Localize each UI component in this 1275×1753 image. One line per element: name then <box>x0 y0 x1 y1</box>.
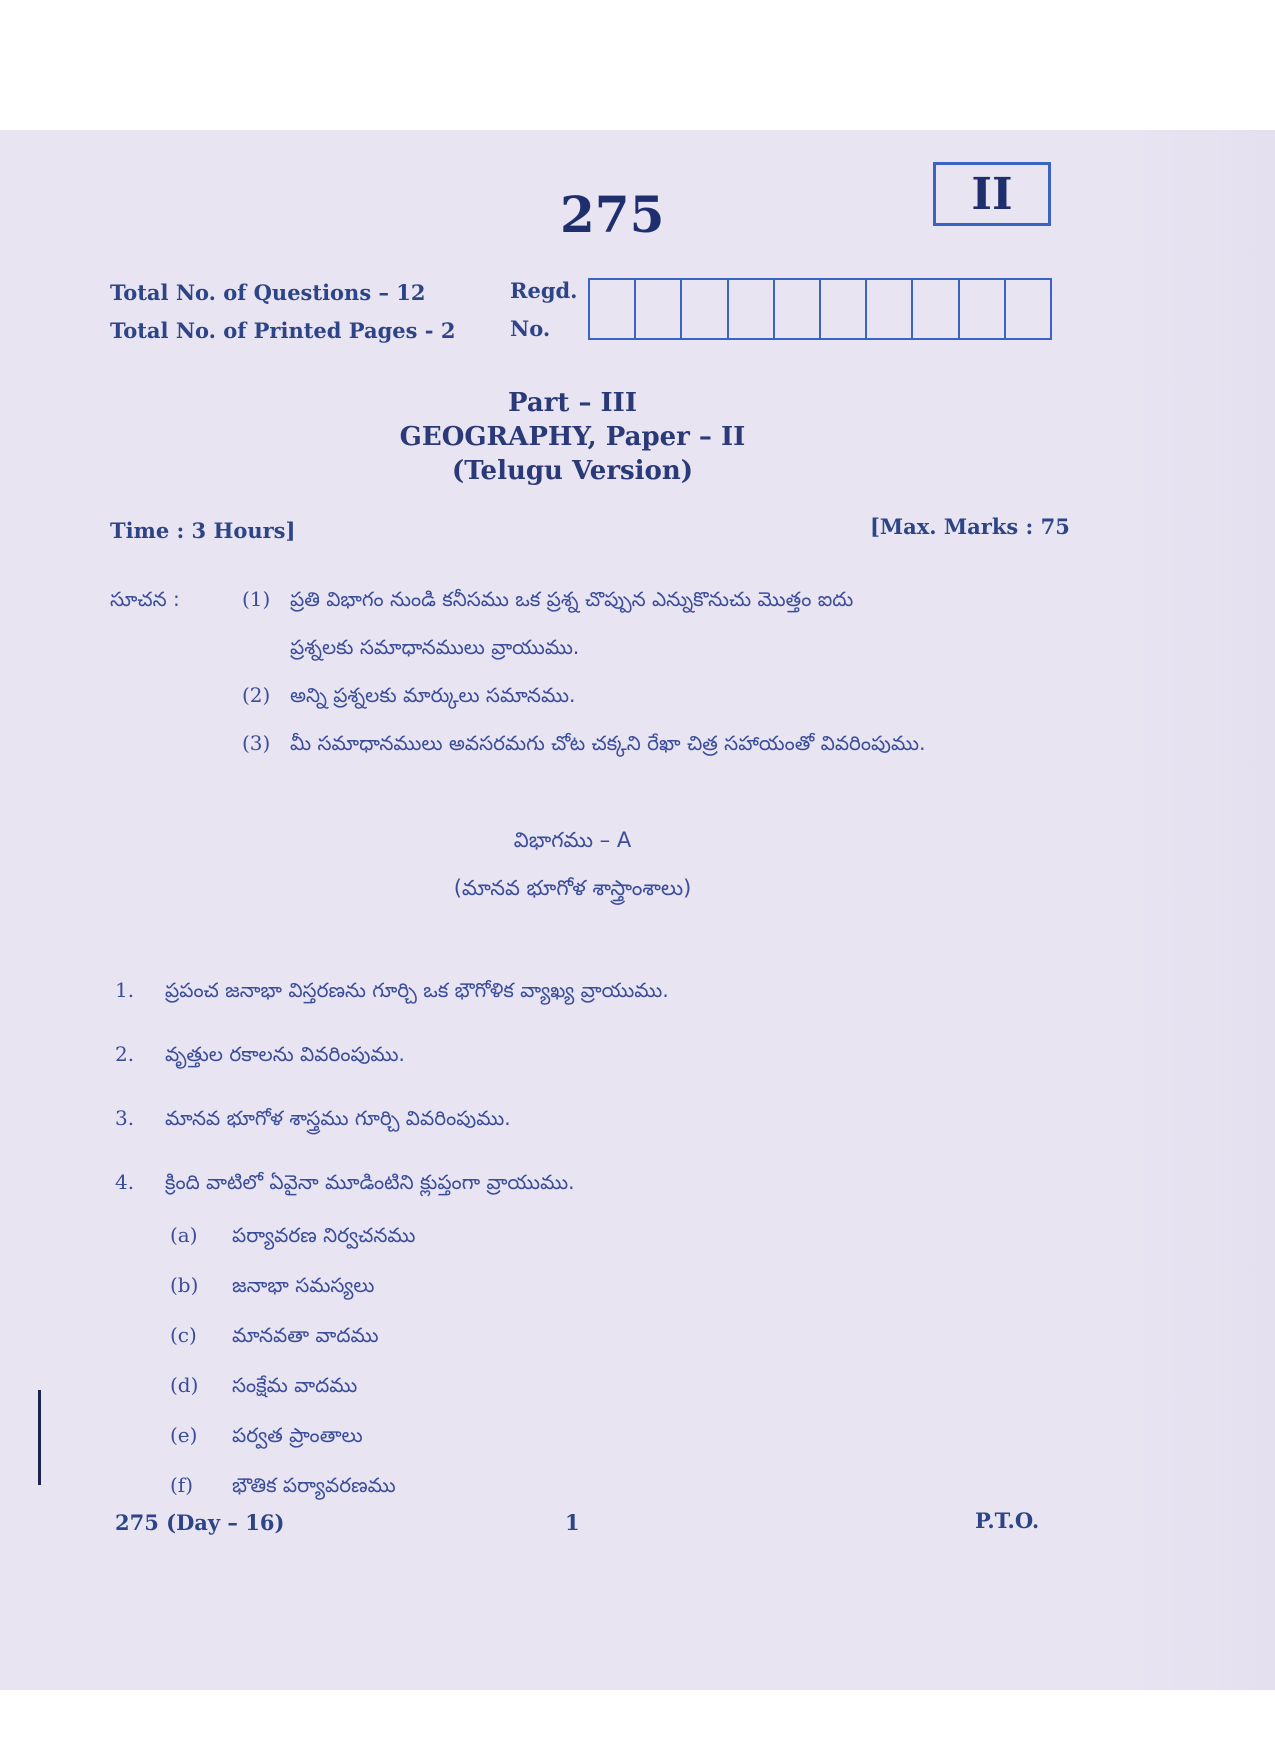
regd-box[interactable] <box>1006 280 1050 338</box>
question-text: మానవ భూగోళ శాస్త్రము గూర్చి వివరింపుము. <box>165 1106 511 1130</box>
instruction-text: ప్రతి విభాగం నుండి కనీసము ఒక ప్రశ్న చొప్పున ఎన్నుకొనుచు మొత్తం ఐదు <box>290 587 854 611</box>
part-heading: Part – III <box>508 388 637 418</box>
section-subtitle: (మానవ భూగోళ శాస్త్రాంశాలు) <box>453 876 692 900</box>
subitem-label: (f) <box>170 1473 194 1497</box>
regd-number-boxes[interactable] <box>588 278 1052 340</box>
question-number: 1. <box>115 978 135 1002</box>
subitem-text: మానవతా వాదము <box>232 1323 379 1347</box>
regd-box[interactable] <box>636 280 682 338</box>
regd-box[interactable] <box>913 280 959 338</box>
footer-code: 275 (Day – 16) <box>115 1510 285 1535</box>
subitem-text: భౌతిక పర్యావరణము <box>232 1473 396 1497</box>
regd-box[interactable] <box>729 280 775 338</box>
margin-mark <box>38 1390 41 1485</box>
subitem-label: (e) <box>170 1423 198 1447</box>
instruction-text: అన్ని ప్రశ్నలకు మార్కులు సమానము. <box>290 683 576 707</box>
subitem-text: పర్వత ప్రాంతాలు <box>232 1423 363 1447</box>
instructions-label: సూచన : <box>110 587 180 611</box>
regd-box[interactable] <box>867 280 913 338</box>
question-number: 4. <box>115 1170 135 1194</box>
question-text: వృత్తుల రకాలను వివరింపుము. <box>165 1042 405 1066</box>
regd-no-label: No. <box>510 316 551 341</box>
instruction-text: మీ సమాధానములు అవసరమగు చోట చక్కని రేఖా చిత్ర సహాయంతో వివరింపుము. <box>290 731 926 755</box>
regd-box[interactable] <box>960 280 1006 338</box>
subitem-label: (d) <box>170 1373 199 1397</box>
page-number: 1 <box>565 1510 580 1535</box>
subitem-label: (a) <box>170 1223 198 1247</box>
section-title: విభాగము – A <box>513 828 632 852</box>
exam-paper <box>0 130 1275 1690</box>
instruction-number: (3) <box>242 731 271 755</box>
question-text: క్రింది వాటిలో ఏవైనా మూడింటిని క్లుప్తంగా వ్రాయుము. <box>165 1170 575 1194</box>
subject-heading: GEOGRAPHY, Paper – II <box>399 422 746 452</box>
total-pages: Total No. of Printed Pages - 2 <box>110 318 456 343</box>
version-badge-text: II <box>971 168 1013 220</box>
version-heading: (Telugu Version) <box>451 456 694 486</box>
regd-box[interactable] <box>590 280 636 338</box>
paper-code: 275 <box>560 185 665 244</box>
regd-box[interactable] <box>775 280 821 338</box>
regd-box[interactable] <box>821 280 867 338</box>
question-number: 2. <box>115 1042 135 1066</box>
subitem-label: (c) <box>170 1323 197 1347</box>
total-questions: Total No. of Questions – 12 <box>110 280 426 305</box>
subitem-label: (b) <box>170 1273 199 1297</box>
subitem-text: పర్యావరణ నిర్వచనము <box>232 1223 416 1247</box>
version-badge <box>933 162 1051 226</box>
paper-edge <box>1120 130 1275 1690</box>
question-number: 3. <box>115 1106 135 1130</box>
regd-label: Regd. <box>510 278 578 303</box>
subitem-text: జనాభా సమస్యలు <box>232 1273 375 1297</box>
max-marks: [Max. Marks : 75 <box>870 514 1070 539</box>
subitem-text: సంక్షేమ వాదము <box>232 1373 358 1397</box>
instruction-number: (1) <box>242 587 271 611</box>
time-allowed: Time : 3 Hours] <box>110 518 296 543</box>
regd-box[interactable] <box>682 280 728 338</box>
question-text: ప్రపంచ జనాభా విస్తరణను గూర్చి ఒక భౌగోళిక వ్యాఖ్య వ్రాయుము. <box>165 978 669 1002</box>
instruction-number: (2) <box>242 683 271 707</box>
instruction-text: ప్రశ్నలకు సమాధానములు వ్రాయుము. <box>290 635 580 659</box>
pto-label: P.T.O. <box>975 1508 1040 1533</box>
